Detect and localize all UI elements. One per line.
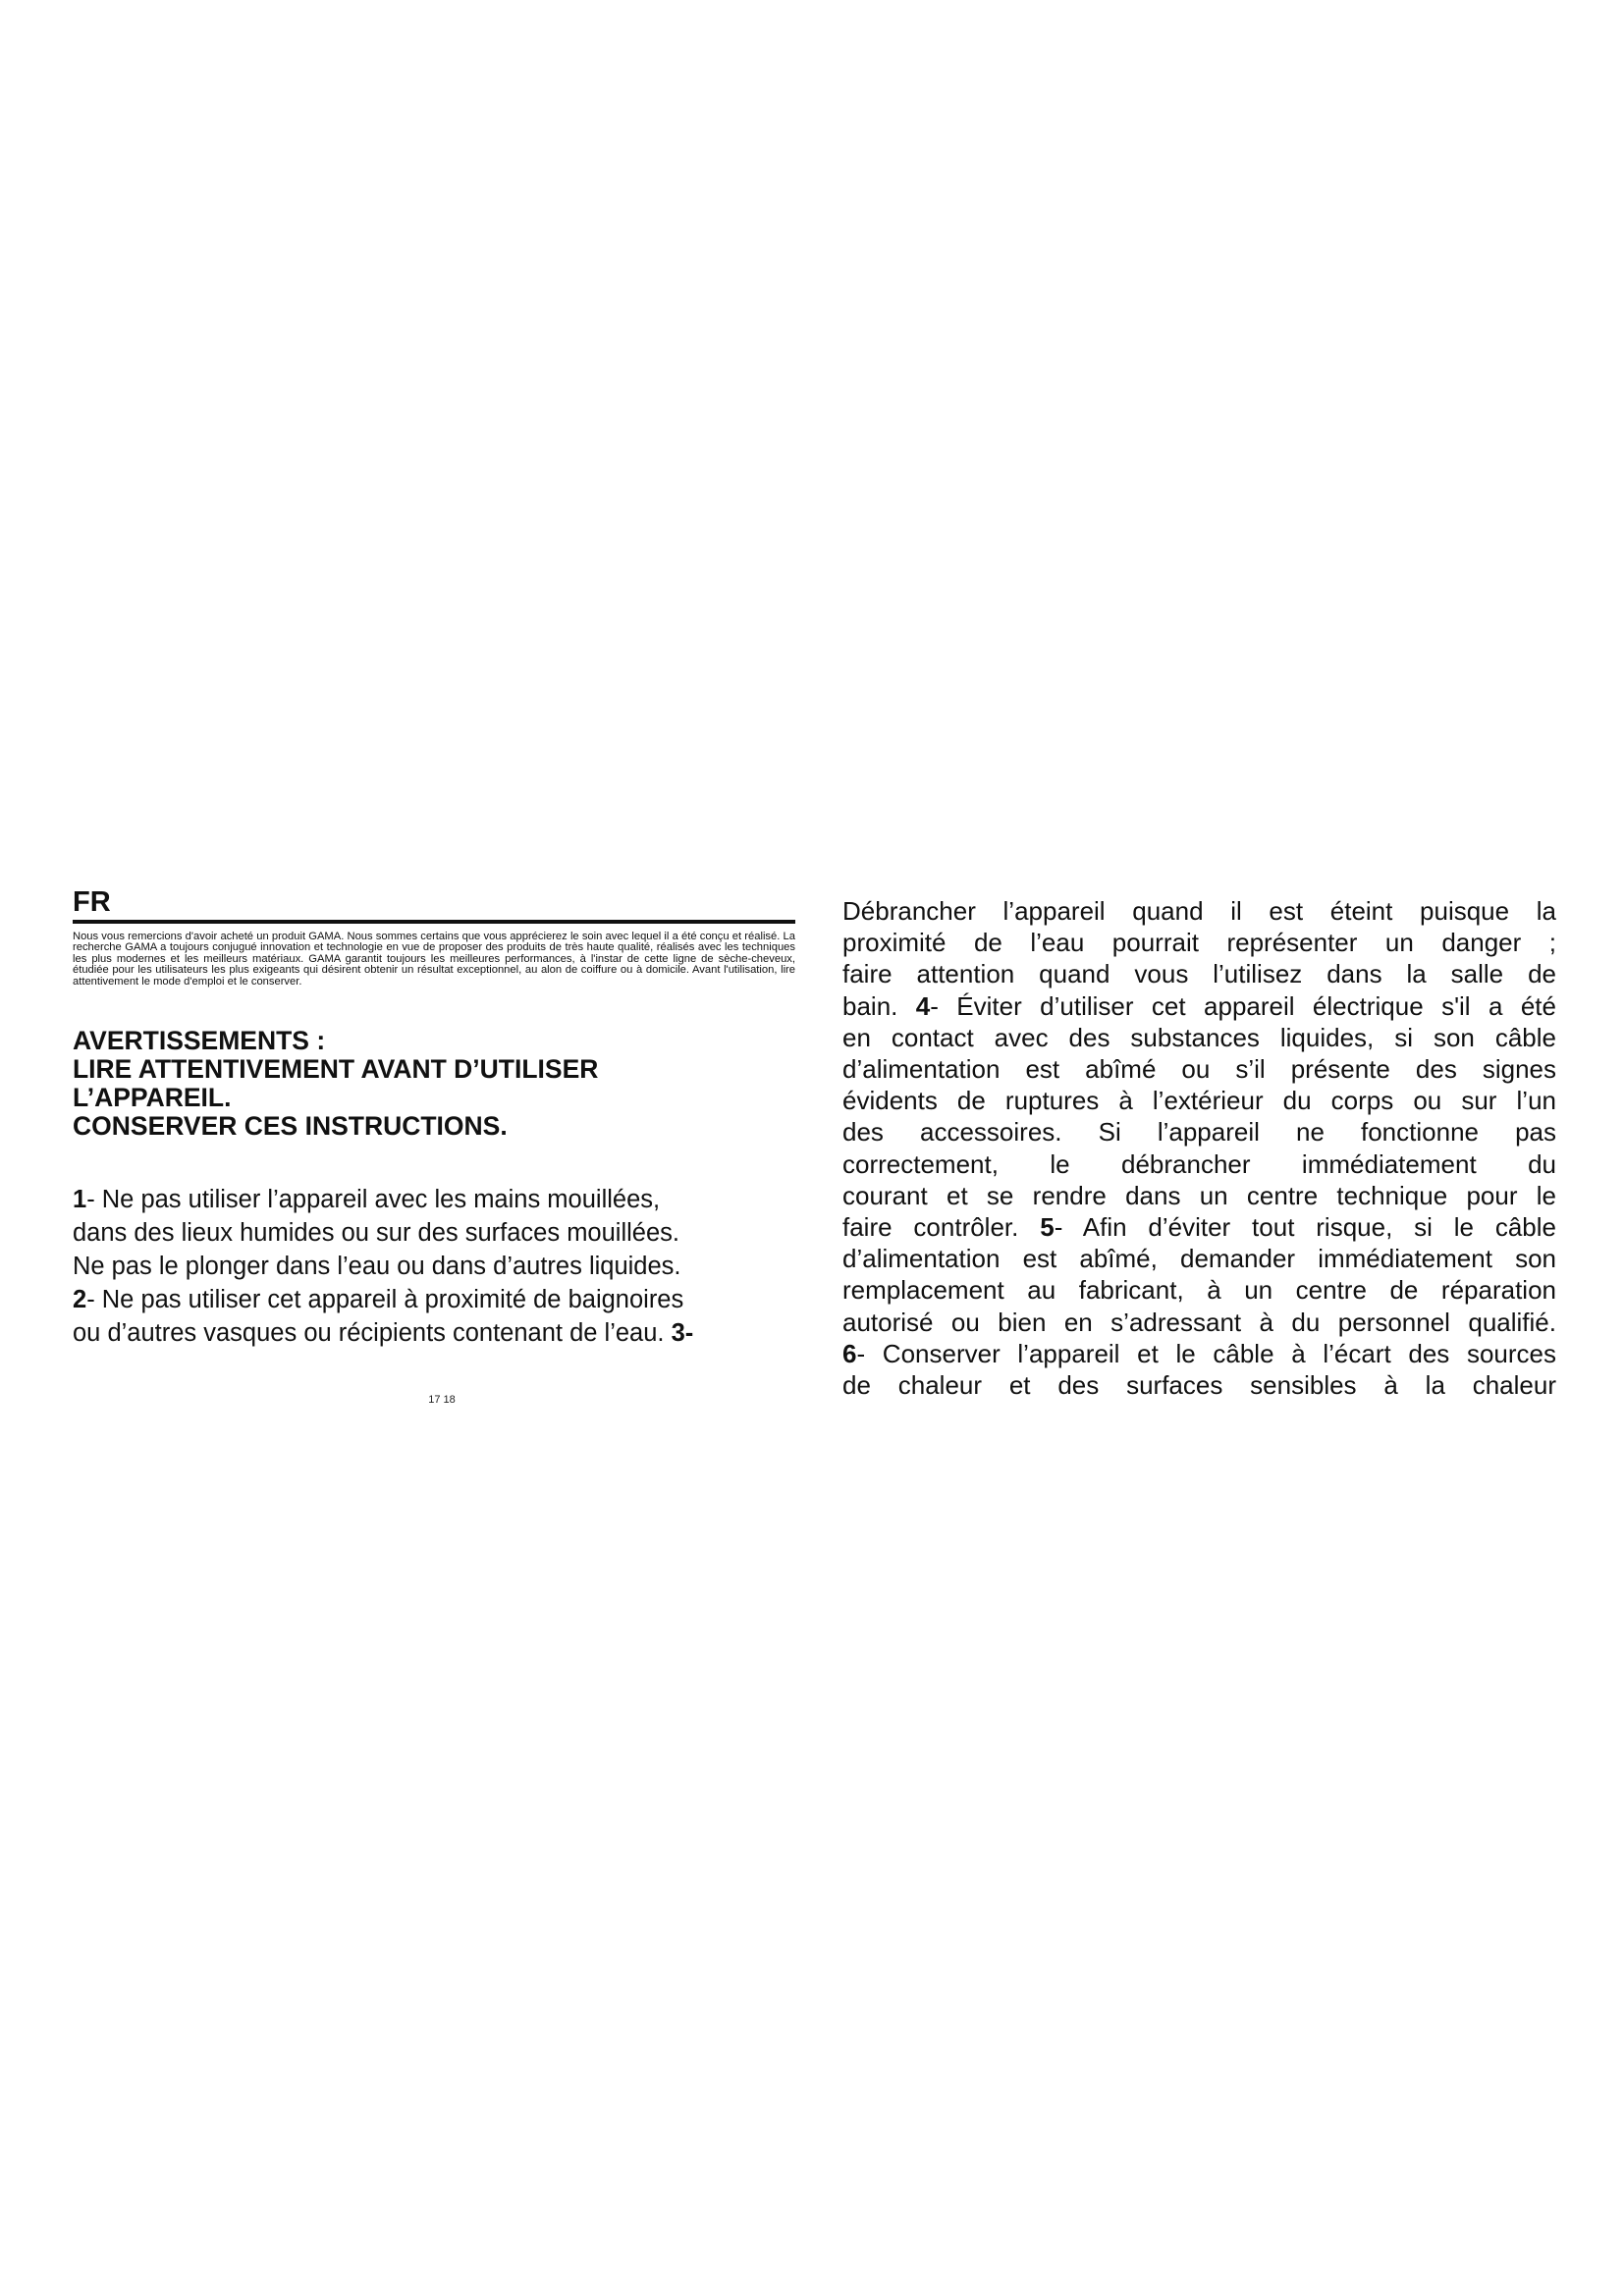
step-5-line-4: autorisé ou bien en s’adressant à du personnel qualifié. [842,1307,1556,1337]
safety-steps-right [842,895,1556,1401]
left-column [73,886,795,1350]
step-6-text-a: - Conserver l’appareil et le câble à l’écart des sources [856,1338,1556,1368]
step-4-line-5: des accessoires. Si l’appareil ne fonctionne pas [842,1117,1556,1148]
step-6-line-1 [842,1338,1556,1369]
warnings-title: AVERTISSEMENTS : [73,1026,326,1056]
step-3-line-3: faire attention quand vous l’utilisez dans la salle de [842,959,1556,989]
step-2-line-1 [73,1283,795,1316]
step-number-5: 5 [1040,1212,1055,1243]
step-4-line-4: évidents de ruptures à l’extérieur du corps ou sur l’un [842,1086,1556,1116]
warnings-appliance: L’APPAREIL. [73,1083,232,1113]
step-number-6: 6 [842,1338,857,1368]
warnings-heading [73,1027,795,1141]
step-number-3: 3- [671,1319,694,1348]
step-1-text-a: - Ne pas utiliser l’appareil avec les mains mouillées, [86,1186,661,1214]
intro-paragraph: Nous vous remercions d'avoir acheté un produit GAMA. Nous sommes certains que vous apprécierez le soin avec lequel il a été conçu et réalisé. La recherche GAMA a toujours conjugué innovation et technologie en vue de proposer des produits de très haute qualité, réalisés avec les techniques les plus modernes et les meilleurs matériaux. GAMA garantit toujours les meilleures performances, à l'instar de cette ligne de sèche-cheveux, étudiée pour les utilisateurs les plus exigeants qui désirent obtenir un résultat exceptionnel, au alon de coiffure ou à domicile. Avant l'utilisation, lire attentivement le mode d'emploi et le conserver. [73,931,795,988]
step-4-line-6: correctement, le débrancher immédiatement du [842,1148,1556,1179]
language-label: FR [73,886,111,918]
step-2-line-2 [73,1316,795,1350]
step-4-line-2: en contact avec des substances liquides, si son câble [842,1022,1556,1052]
step-1-line-1 [73,1183,795,1216]
step-4-end: faire contrôler. [842,1212,1041,1243]
step-4-line-1 [842,990,1556,1022]
step-3-line-1: Débrancher l’appareil quand il est éteint puisque la [842,896,1556,926]
step-5-line-3: remplacement au fabricant, à un centre de réparation [842,1275,1556,1306]
step-1-line-3: Ne pas le plonger dans l’eau ou dans d’autres liquides. [73,1253,681,1281]
step-6-line-2: de chaleur et des surfaces sensibles à la chaleur [842,1370,1556,1401]
page-numbers: 17 18 [428,1394,456,1406]
step-3-end: bain. [842,990,916,1021]
safety-steps-left [73,1183,795,1350]
right-column [842,895,1556,1401]
step-number-4: 4 [915,990,931,1021]
step-2-text-b: ou d’autres vasques ou récipients contenant de l’eau. [73,1319,672,1348]
step-4-line-3: d’alimentation est abîmé ou s’il présente des signes [842,1054,1556,1085]
language-underline [73,920,795,924]
warnings-read-carefully: LIRE ATTENTIVEMENT AVANT D’UTILISER [73,1054,599,1085]
step-number-2: 2 [73,1286,87,1314]
step-2-text-a: - Ne pas utiliser cet appareil à proximité de baignoires [86,1286,684,1314]
warnings-keep-instructions: CONSERVER CES INSTRUCTIONS. [73,1111,508,1142]
step-5-line-2: d’alimentation est abîmé, demander immédiatement son [842,1244,1556,1274]
step-5-text-a: - Afin d’éviter tout risque, si le câble [1054,1212,1556,1243]
step-4-line-7: courant et se rendre dans un centre technique pour le [842,1180,1556,1210]
step-number-1: 1 [73,1186,87,1214]
step-1-line-2: dans des lieux humides ou sur des surfaces mouillées. [73,1219,679,1248]
step-5-line-1 [842,1211,1556,1243]
step-3-line-2: proximité de l’eau pourrait représenter un danger ; [842,928,1556,958]
step-4-text-a: - Éviter d’utiliser cet appareil électrique s'il a été [930,990,1556,1021]
